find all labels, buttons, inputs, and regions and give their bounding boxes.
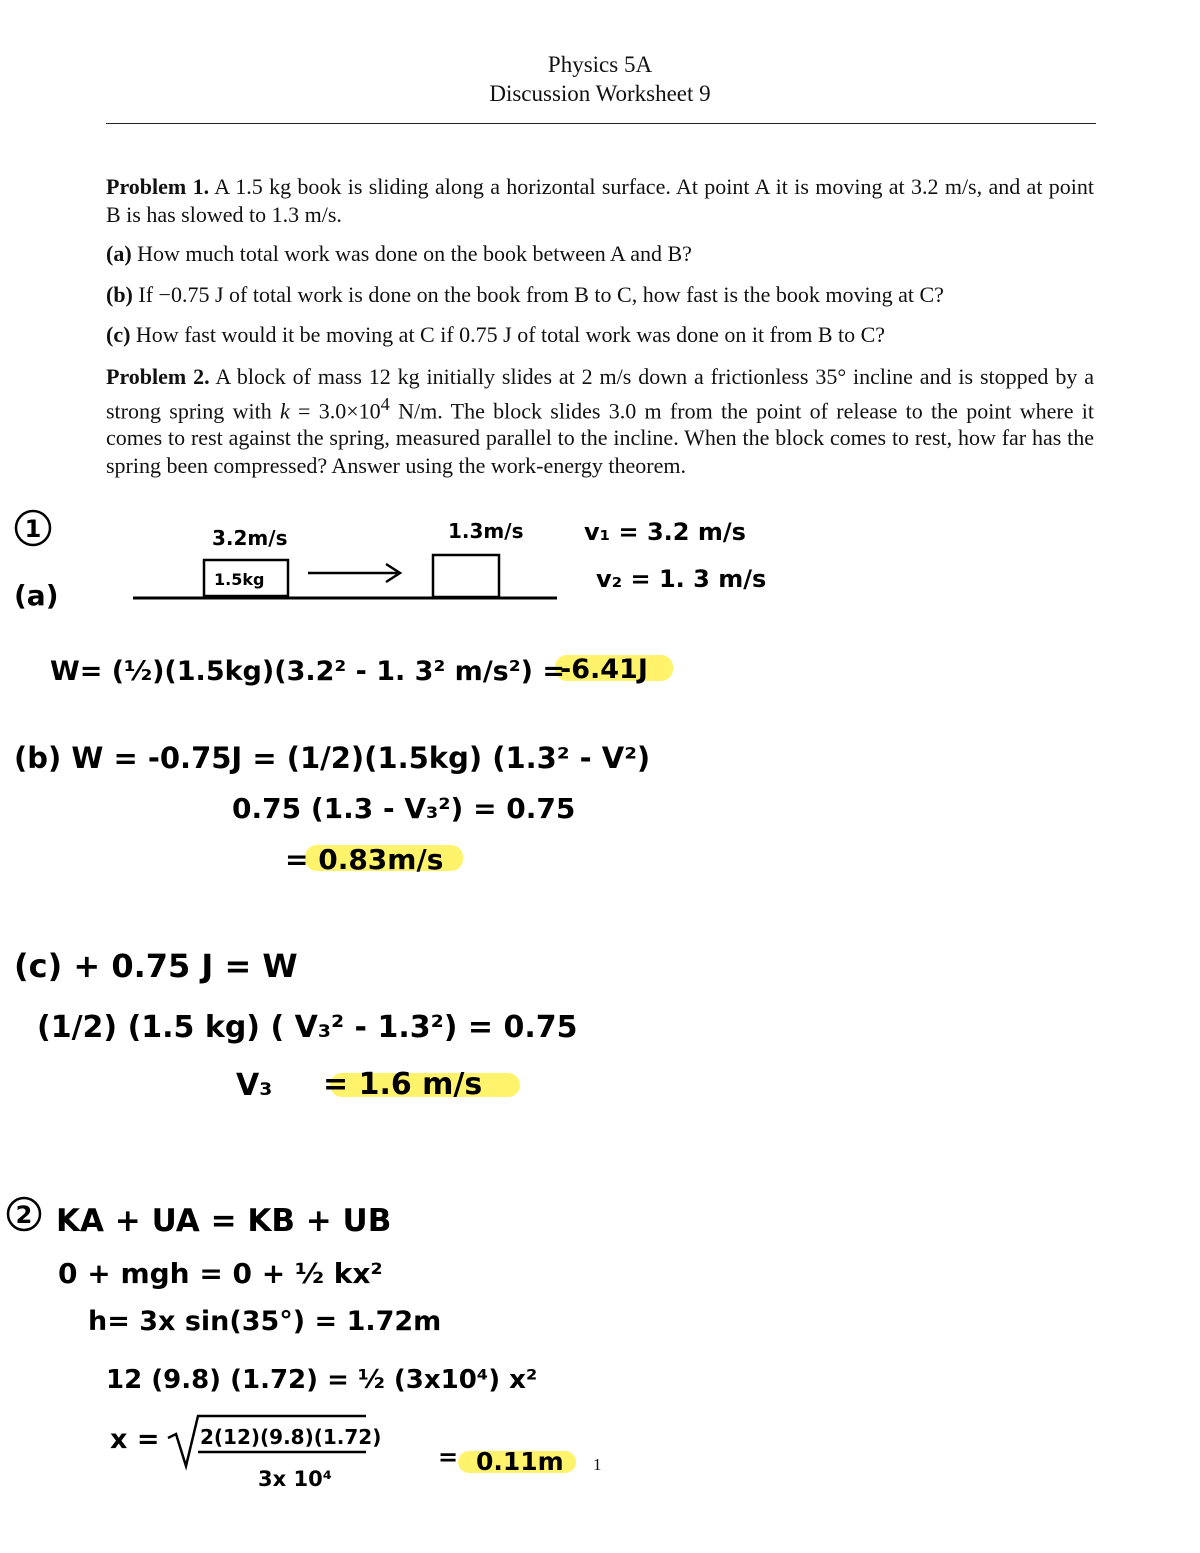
hw-p2-answer-eq: = bbox=[438, 1443, 459, 1471]
spring-constant-value: = 3.0×10 bbox=[289, 397, 381, 423]
hw-part-b-line1: (b) W = -0.75J = (1/2)(1.5kg) (1.3² - V²) bbox=[14, 741, 651, 775]
hw-p2-denominator: 3x 10⁴ bbox=[258, 1467, 332, 1491]
part-c-text: How fast would it be moving at C if 0.75 J of total work was done on it from B to C? bbox=[135, 322, 886, 347]
hw-part-b-answer: = 0.83m/s bbox=[285, 843, 444, 876]
hw-v2: v₂ = 1. 3 m/s bbox=[596, 565, 767, 593]
spring-constant-symbol: k bbox=[280, 397, 290, 423]
course-title: Physics 5A bbox=[547, 52, 653, 77]
hw-v1: v₁ = 3.2 m/s bbox=[584, 518, 746, 546]
hw-part-c-line2: (1/2) (1.5 kg) ( V₃² - 1.3²) = 0.75 bbox=[37, 1010, 578, 1045]
hw-p2-x: x = bbox=[110, 1424, 160, 1455]
part-b-text: If −0.75 J of total work is done on the book from B to C, how fast is the book moving at C? bbox=[138, 282, 944, 307]
hw-p2-line3: h= 3x sin(35°) = 1.72m bbox=[88, 1306, 442, 1337]
hw-work-a: W= (½)(1.5kg)(3.2² - 1. 3² m/s²) = bbox=[50, 656, 565, 687]
book-box-end bbox=[433, 555, 499, 597]
hw-part-c-line1: (c) + 0.75 J = W bbox=[14, 947, 298, 985]
part-a-label: (a) bbox=[106, 241, 132, 266]
worksheet-title: Discussion Worksheet 9 bbox=[489, 81, 711, 106]
hw-part-a: (a) bbox=[14, 579, 59, 612]
problem-1-text: A 1.5 kg book is sliding along a horizontal surface. At point A it is moving at 3.2 m/s, and at point B is has slowed to 1.3 m/s. bbox=[106, 174, 1094, 227]
hw-part-c-v3: V₃ bbox=[236, 1068, 273, 1103]
hw-part-c-answer: = 1.6 m/s bbox=[323, 1067, 483, 1102]
hw-p2-line4: 12 (9.8) (1.72) = ½ (3x10⁴) x² bbox=[106, 1365, 538, 1395]
problem-2-text-a: A block of mass 12 kg initially slides at 2 m/s down a frictionless 35° incline and is stopped by a strong spring with bbox=[106, 364, 1094, 423]
hw-p2-numerator: 2(12)(9.8)(1.72) bbox=[200, 1425, 382, 1449]
problem-1-label: Problem 1. bbox=[106, 174, 210, 199]
spring-constant-exponent: 4 bbox=[380, 393, 390, 414]
problem-2-text-b: N/m. The block slides 3.0 m from the point of release to the point where it comes to rest against the spring, measured parallel to the incline. When the block comes to rest, how far has the spring been compressed? Answer using the work-energy theorem. bbox=[106, 397, 1094, 478]
part-c-label: (c) bbox=[106, 322, 131, 347]
hw-p2-line1: KA + UA = KB + UB bbox=[56, 1203, 392, 1239]
part-b-label: (b) bbox=[106, 282, 133, 307]
circle-2-number: 2 bbox=[15, 1201, 33, 1229]
part-a-text: How much total work was done on the book between A and B? bbox=[137, 241, 692, 266]
hw-part-b-line2: 0.75 (1.3 - V₃²) = 0.75 bbox=[232, 792, 576, 825]
hw-mass-label: 1.5kg bbox=[214, 570, 265, 589]
hw-p2-line2: 0 + mgh = 0 + ½ kx² bbox=[58, 1257, 383, 1290]
hw-p2-answer: 0.11m bbox=[476, 1447, 564, 1476]
hw-work-a-answer: -6.41J bbox=[560, 654, 648, 685]
problem-2-label: Problem 2. bbox=[106, 364, 210, 389]
hw-v-start: 3.2m/s bbox=[212, 526, 288, 550]
hw-v-end: 1.3m/s bbox=[448, 519, 524, 543]
page-number: 1 bbox=[593, 1455, 602, 1474]
circle-1-number: 1 bbox=[24, 515, 42, 543]
